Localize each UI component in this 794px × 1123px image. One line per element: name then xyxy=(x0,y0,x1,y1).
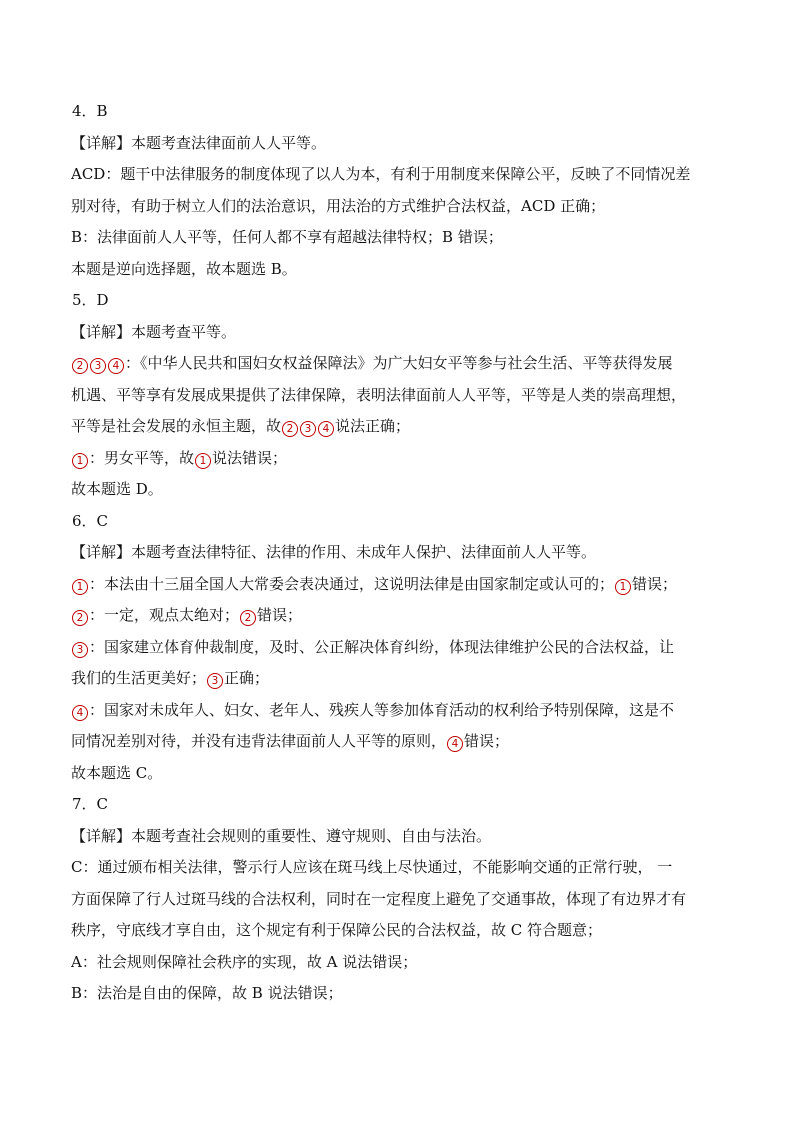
text-line xyxy=(71,191,731,223)
text-line xyxy=(71,947,731,979)
circled-option-1: 1 xyxy=(615,579,631,595)
text-line xyxy=(71,443,731,475)
text-line xyxy=(71,128,731,160)
line-text: 错误； xyxy=(257,606,303,624)
text-line xyxy=(71,884,731,916)
line-text: 我们的生活更美好； xyxy=(71,669,207,687)
text-line xyxy=(71,474,731,506)
text-line xyxy=(71,317,731,349)
circled-option-1: 1 xyxy=(195,453,211,469)
text-line xyxy=(71,978,731,1010)
line-text: B：法治是自由的保障，故 B 说法错误； xyxy=(71,984,343,1002)
line-text: ：国家对未成年人、妇女、老年人、残疾人等参加体育活动的权利给予特别保障，这是不 xyxy=(89,700,675,719)
circled-option-3: 3 xyxy=(72,642,88,658)
line-text: 故本题选 D。 xyxy=(71,480,163,498)
text-line xyxy=(71,159,731,191)
line-text: 说法正确； xyxy=(335,417,411,435)
line-text: 4．B xyxy=(72,102,108,120)
text-line xyxy=(71,663,731,695)
text-line xyxy=(71,821,731,853)
text-line xyxy=(71,380,731,412)
text-line xyxy=(71,537,731,569)
line-text: B：法律面前人人平等，任何人都不享有超越法律特权；B 错误； xyxy=(71,228,503,246)
circled-option-4: 4 xyxy=(72,705,88,721)
detail-label: 【详解】 xyxy=(71,133,132,152)
circled-option-2: 2 xyxy=(282,421,298,437)
line-text: 故本题选 C。 xyxy=(71,763,163,782)
circled-option-2: 2 xyxy=(240,610,256,626)
circled-option-1: 1 xyxy=(72,579,88,595)
question-number xyxy=(71,506,731,538)
line-text: ：《中华人民共和国妇女权益保障法》为广大妇女平等参与社会生活、平等获得发展 xyxy=(125,354,673,372)
text-line xyxy=(71,726,731,758)
question-number xyxy=(71,96,731,128)
question-number xyxy=(71,285,731,317)
line-text: ：本法由十三届全国人大常委会表决通过，这说明法律是由国家制定或认可的； xyxy=(89,574,615,593)
line-text: 本题考查平等。 xyxy=(131,322,237,341)
text-line xyxy=(71,411,731,443)
circled-option-3: 3 xyxy=(207,673,223,689)
circled-option-3: 3 xyxy=(300,421,316,437)
text-line xyxy=(71,254,731,286)
text-line xyxy=(71,915,731,947)
line-text: ：男女平等，故 xyxy=(89,448,195,467)
line-text: 7．C xyxy=(72,795,109,813)
circled-option-4: 4 xyxy=(447,736,463,752)
line-text: 机遇、平等享有发展成果提供了法律保障，表明法律面前人人平等，平等是人类的崇高理想， xyxy=(71,385,687,404)
detail-label: 【详解】 xyxy=(71,543,132,561)
text-line xyxy=(71,348,731,380)
circled-option-4: 4 xyxy=(108,358,124,374)
line-text: 正确； xyxy=(224,669,270,687)
detail-label: 【详解】 xyxy=(71,826,132,845)
text-line xyxy=(71,569,731,601)
answer-explanations xyxy=(71,96,731,1010)
line-text: ：一定，观点太绝对； xyxy=(89,606,240,624)
line-text: 错误； xyxy=(632,574,678,593)
circled-option-2: 2 xyxy=(72,358,88,374)
line-text: 5．D xyxy=(72,291,109,309)
line-text: 本题考查法律面前人人平等。 xyxy=(131,133,327,152)
detail-label: 【详解】 xyxy=(71,322,132,341)
circled-option-2: 2 xyxy=(72,610,88,626)
line-text: 方面保障了行人过斑马线的合法权利，同时在一定程度上避免了交通事故，体现了有边界才有 xyxy=(71,889,687,908)
line-text: ACD：题干中法律服务的制度体现了以人为本，有利于用制度来保障公平，反映了不同情况差 xyxy=(71,165,691,183)
line-text: A：社会规则保障社会秩序的实现，故 A 说法错误； xyxy=(71,952,418,971)
line-text: 本题考查社会规则的重要性、遵守规则、自由与法治。 xyxy=(131,826,492,845)
text-line xyxy=(71,600,731,632)
line-text: C：通过颁布相关法律，警示行人应该在斑马线上尽快通过，不能影响交通的正常行驶， 一 xyxy=(71,858,673,876)
circled-option-3: 3 xyxy=(90,358,106,374)
line-text: 秩序，守底线才享自由，这个规定有利于保障公民的合法权益，故 C 符合题意； xyxy=(71,921,603,939)
question-number xyxy=(71,789,731,821)
text-line xyxy=(71,632,731,664)
line-text: 本题考查法律特征、法律的作用、未成年人保护、法律面前人人平等。 xyxy=(131,543,597,561)
line-text: 本题是逆向选择题，故本题选 B。 xyxy=(71,259,297,278)
line-text: 平等是社会发展的永恒主题，故 xyxy=(71,417,282,435)
text-line xyxy=(71,758,731,790)
line-text: 同情况差别对待，并没有违背法律面前人人平等的原则， xyxy=(71,732,447,750)
text-line xyxy=(71,222,731,254)
line-text: ：国家建立体育仲裁制度，及时、公正解决体育纠纷，体现法律维护公民的合法权益，让 xyxy=(89,637,675,656)
line-text: 别对待，有助于树立人们的法治意识，用法治的方式维护合法权益，ACD 正确； xyxy=(71,196,606,215)
line-text: 错误； xyxy=(464,732,510,750)
line-text: 说法错误； xyxy=(212,448,288,467)
text-line xyxy=(71,852,731,884)
line-text: 6．C xyxy=(72,511,109,530)
text-line xyxy=(71,695,731,727)
circled-option-1: 1 xyxy=(72,453,88,469)
circled-option-4: 4 xyxy=(318,421,334,437)
